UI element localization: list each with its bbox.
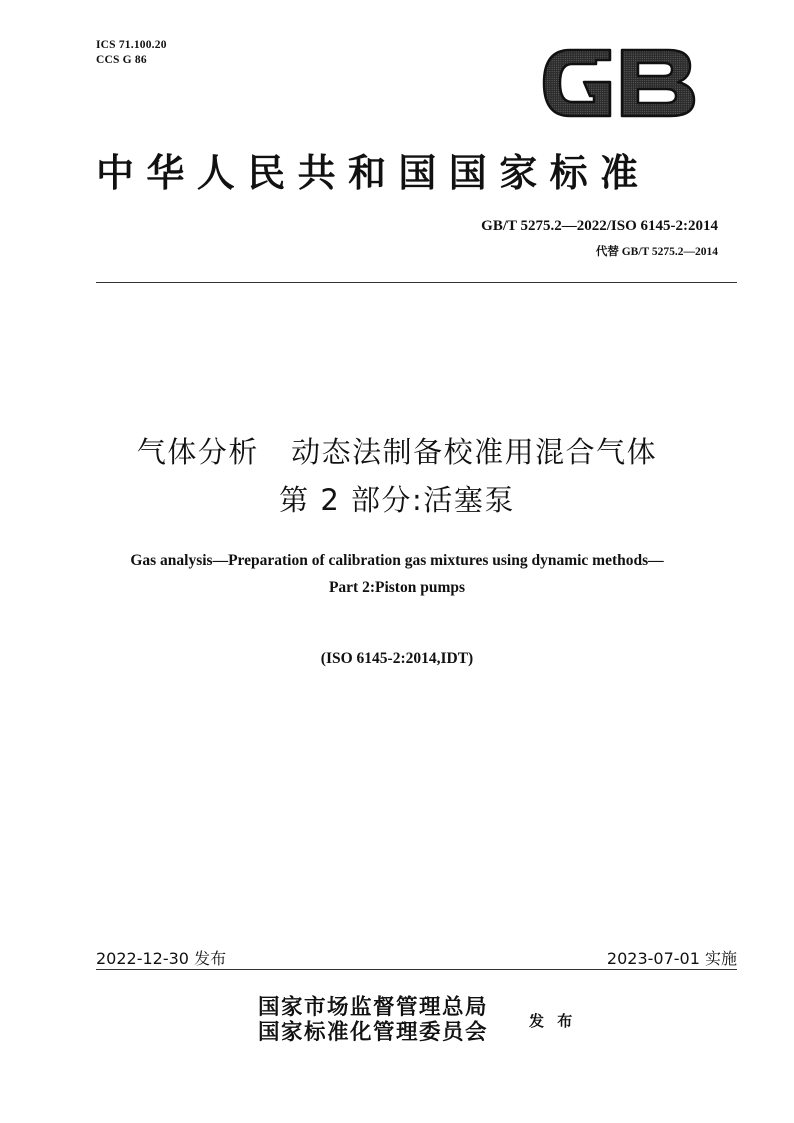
issuer-samr: 国家市场监督管理总局 [258, 995, 489, 1020]
footer-divider [96, 969, 737, 970]
issuer-sac: 国家标准化管理委员会 [258, 1020, 489, 1045]
header-divider [96, 282, 737, 283]
replaces-standard: 代替 GB/T 5275.2—2014 [595, 246, 718, 258]
classification-codes [96, 38, 167, 68]
issue-date: 2022-12-30 发布 [96, 949, 227, 968]
national-standard-title: 中华人民共和国国家标准 [96, 151, 651, 195]
iso-equivalence: (ISO 6145-2:2014,IDT) [320, 650, 474, 667]
ics-code: ICS 71.100.20 [96, 39, 167, 51]
chinese-title-line-1: 气体分析 动态法制备校准用混合气体 [136, 435, 658, 469]
english-title-line-2: Part 2:Piston pumps [328, 579, 466, 596]
standard-number: GB/T 5275.2—2022/ISO 6145-2:2014 [481, 218, 718, 234]
ccs-code: CCS G 86 [96, 54, 147, 66]
gb-logo [540, 42, 698, 124]
publish-label: 发 布 [529, 1012, 577, 1030]
english-title-line-1: Gas analysis—Preparation of calibration gas mixtures using dynamic methods— [130, 552, 664, 569]
chinese-title-line-2: 第 2 部分:活塞泵 [279, 483, 515, 517]
implementation-date: 2023-07-01 实施 [606, 949, 737, 968]
